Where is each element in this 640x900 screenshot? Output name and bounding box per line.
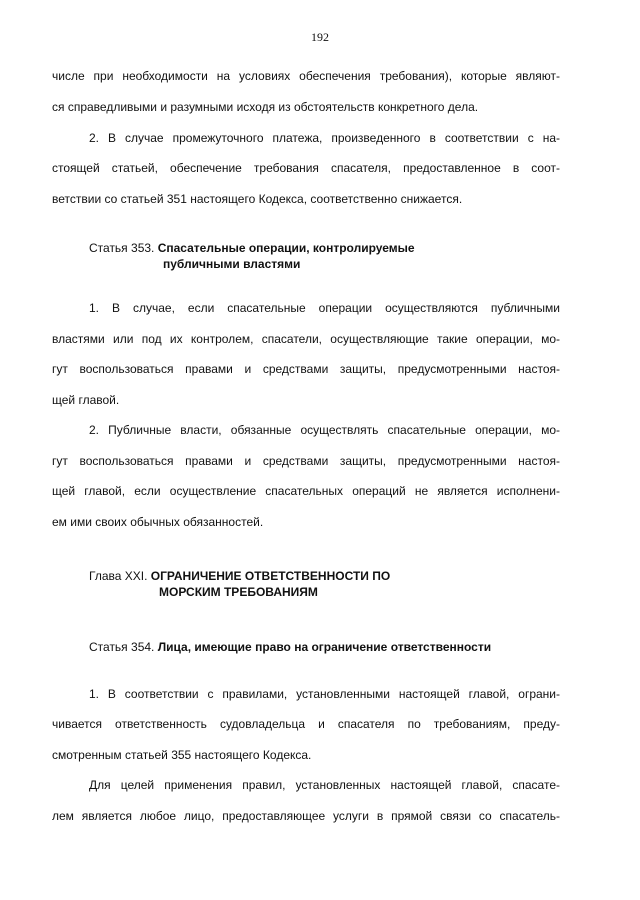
article-353-heading [89, 240, 415, 256]
paragraph-line: ем ими своих обычных обязанностей. [52, 515, 264, 529]
paragraph-line: гут воспользоваться правами и средствами защиты, предусмотренными настоя- [52, 362, 560, 376]
article-353-title-continued: публичными властями [163, 257, 301, 271]
chapter-21-title: ОГРАНИЧЕНИЕ ОТВЕТСТВЕННОСТИ ПО [150, 569, 391, 583]
paragraph-line: гут воспользоваться правами и средствами защиты, предусмотренными настоя- [52, 454, 560, 468]
article-353-prefix: Статья 353. [89, 241, 155, 255]
page-number: 192 [311, 30, 329, 44]
paragraph-line: чивается ответственность судовладельца и спасателя по требованиям, преду- [52, 717, 560, 731]
paragraph-line: числе при необходимости на условиях обеспечения требования), которые являют- [52, 69, 560, 83]
paragraph-line: смотренным статьей 355 настоящего Кодекса. [52, 748, 312, 762]
paragraph-line: стоящей статьей, обеспечение требования спасателя, предоставленное в соот- [52, 161, 560, 175]
paragraph-line: 2. В случае промежуточного платежа, произведенного в соответствии с на- [89, 131, 560, 145]
paragraph-line: 1. В случае, если спасательные операции осуществляются публичными [89, 301, 560, 315]
paragraph-line: 1. В соответствии с правилами, установленными настоящей главой, ограни- [89, 687, 560, 701]
paragraph-line: властями или под их контролем, спасатели, осуществляющие такие операции, мо- [52, 332, 560, 346]
article-354-title: Лица, имеющие право на ограничение ответственности [157, 640, 492, 654]
paragraph-line: ся справедливыми и разумными исходя из обстоятельств конкретного дела. [52, 100, 479, 114]
paragraph-line: щей главой, если осуществление спасательных операций не является исполнени- [52, 484, 560, 498]
paragraph-line: ветствии со статьей 351 настоящего Кодекса, соответственно снижается. [52, 192, 463, 206]
article-354-heading [89, 639, 491, 655]
paragraph-line: 2. Публичные власти, обязанные осуществлять спасательные операции, мо- [89, 423, 560, 437]
paragraph-line: лем является любое лицо, предоставляющее услуги в прямой связи со спасатель- [52, 809, 560, 823]
paragraph-line: Для целей применения правил, установленных настоящей главой, спасате- [89, 778, 560, 792]
chapter-21-title-continued: МОРСКИМ ТРЕБОВАНИЯМ [159, 585, 318, 599]
paragraph-line: щей главой. [52, 393, 120, 407]
article-353-title: Спасательные операции, контролируемые [157, 241, 415, 255]
article-354-prefix: Статья 354. [89, 640, 155, 654]
chapter-21-heading [89, 568, 390, 584]
chapter-21-prefix: Глава XXI. [89, 569, 148, 583]
